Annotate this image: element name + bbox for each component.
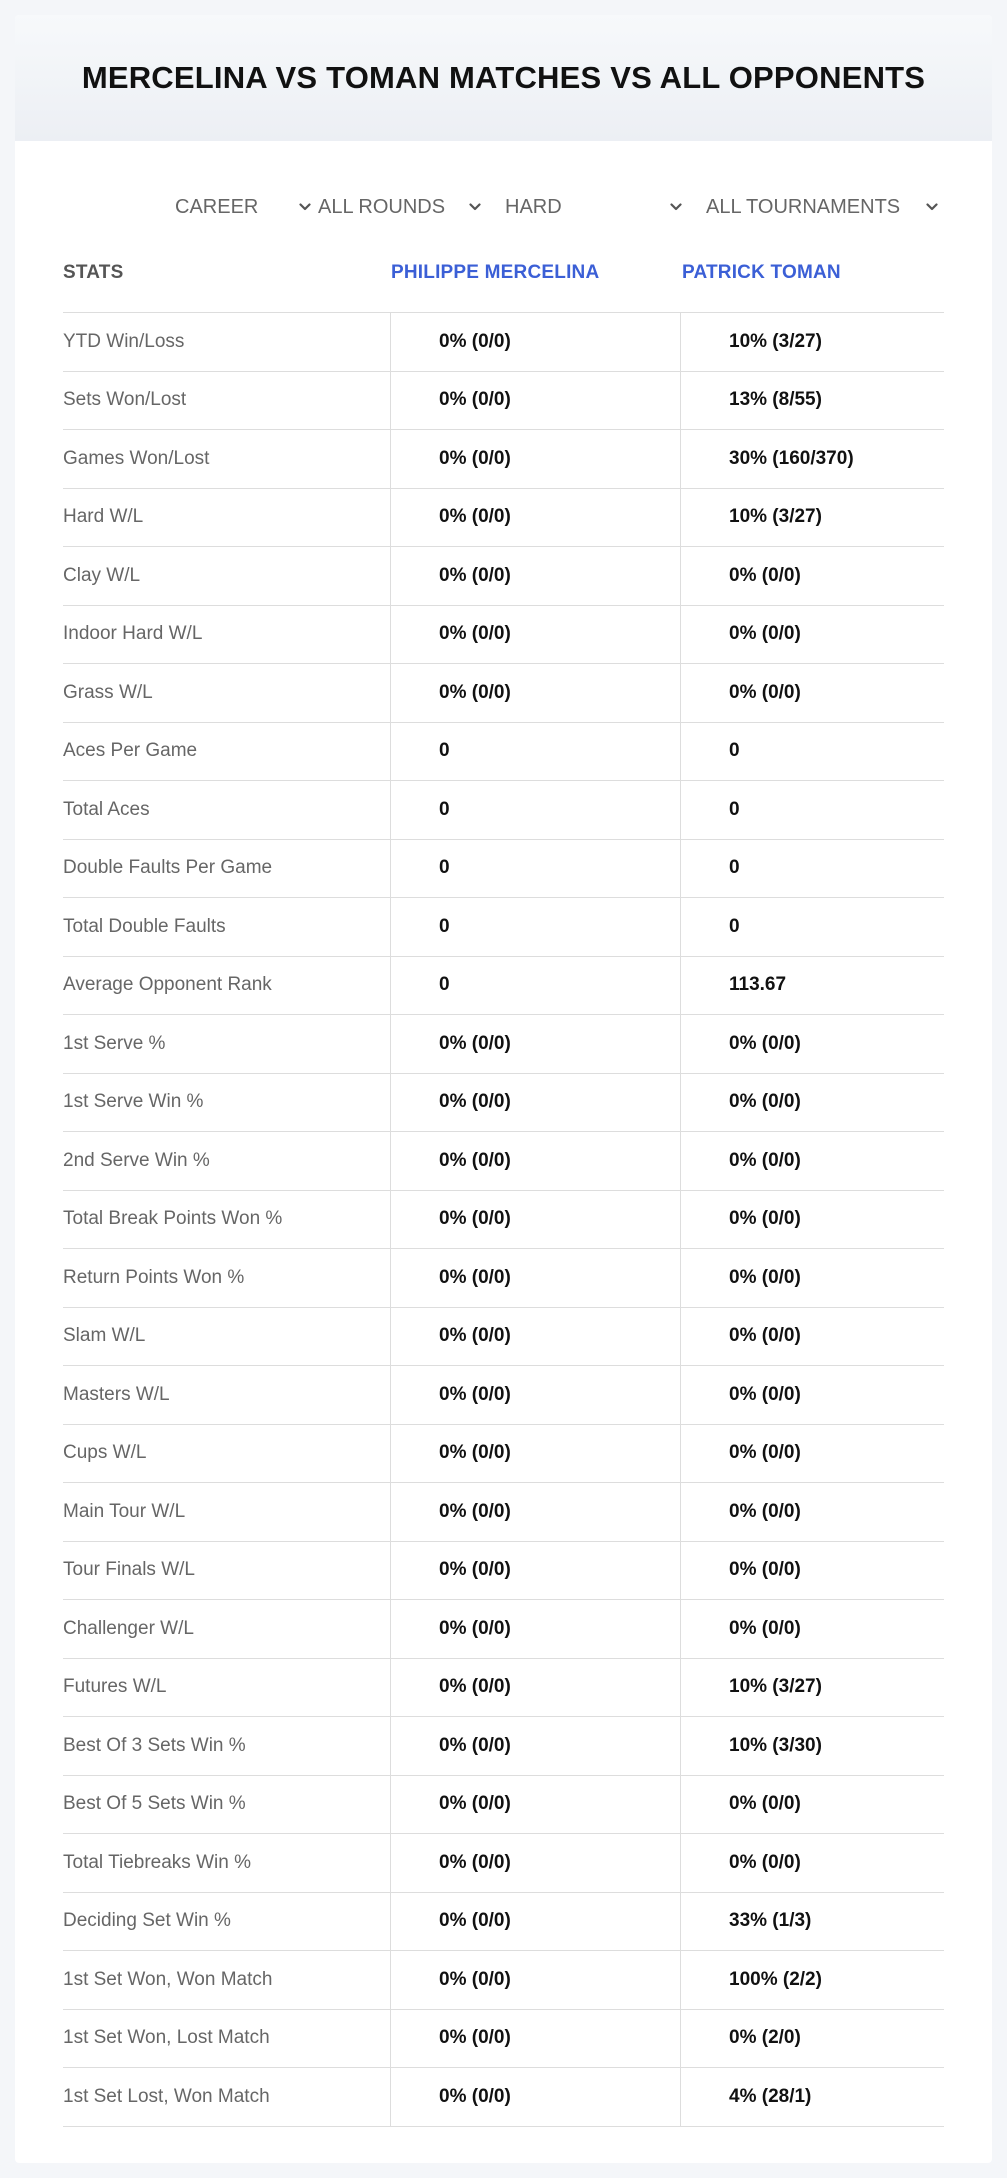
page-title: MERCELINA VS TOMAN MATCHES VS ALL OPPONENTS (81, 60, 926, 95)
player1-value: 0 (390, 957, 680, 1015)
stat-label: 1st Set Lost, Won Match (63, 2085, 270, 2107)
stats-card (15, 15, 992, 2163)
player1-value: 0 (390, 898, 680, 956)
stat-label: Best Of 3 Sets Win % (63, 1734, 246, 1756)
player1-value: 0% (0/0) (390, 1893, 680, 1951)
player1-value: 0% (0/0) (390, 1717, 680, 1775)
player1-value: 0% (0/0) (390, 313, 680, 371)
player2-value: 13% (8/55) (680, 372, 944, 430)
table-row (63, 1249, 944, 1308)
stat-label: Tour Finals W/L (63, 1559, 195, 1581)
player2-value: 0% (0/0) (680, 1132, 944, 1190)
stat-label: Grass W/L (63, 681, 153, 703)
stat-label: Best Of 5 Sets Win % (63, 1793, 246, 1815)
chevron-down-icon (299, 201, 311, 213)
stat-label: Futures W/L (63, 1676, 167, 1698)
filter-bar (15, 187, 992, 227)
table-row (63, 1366, 944, 1425)
player2-value: 0% (0/0) (680, 547, 944, 605)
table-row (63, 781, 944, 840)
player2-value: 10% (3/27) (680, 313, 944, 371)
table-row (63, 1074, 944, 1133)
player2-value: 0% (0/0) (680, 1249, 944, 1307)
table-row (63, 1834, 944, 1893)
table-row (63, 1659, 944, 1718)
player2-value: 0% (0/0) (680, 1074, 944, 1132)
table-row (63, 840, 944, 899)
stat-label: Aces Per Game (63, 740, 198, 762)
table-row (63, 313, 944, 372)
table-header (63, 240, 944, 313)
player1-value: 0 (390, 723, 680, 781)
player2-value: 0 (680, 840, 944, 898)
player2-value: 0% (0/0) (680, 1483, 944, 1541)
table-row (63, 1951, 944, 2010)
surface-select-value: HARD (505, 195, 562, 218)
surface-select[interactable] (505, 187, 682, 227)
table-row (63, 430, 944, 489)
player1-value: 0% (0/0) (390, 1951, 680, 2009)
table-row (63, 372, 944, 431)
table-row (63, 1893, 944, 1952)
player1-value: 0% (0/0) (390, 2068, 680, 2126)
player2-value: 0% (0/0) (680, 1542, 944, 1600)
stat-label: Total Double Faults (63, 915, 226, 937)
stats-table (63, 240, 944, 2127)
player1-value: 0% (0/0) (390, 1483, 680, 1541)
stat-label: Total Break Points Won % (63, 1208, 283, 1230)
stat-label: Main Tour W/L (63, 1500, 186, 1522)
stat-label: 1st Set Won, Won Match (63, 1968, 273, 1990)
player1-value: 0% (0/0) (390, 1425, 680, 1483)
table-row (63, 547, 944, 606)
player2-value: 10% (3/30) (680, 1717, 944, 1775)
player1-value: 0% (0/0) (390, 1308, 680, 1366)
player2-value: 0% (0/0) (680, 1191, 944, 1249)
table-row (63, 1132, 944, 1191)
player1-value: 0% (0/0) (390, 1366, 680, 1424)
player2-value: 0 (680, 723, 944, 781)
stat-label: Deciding Set Win % (63, 1910, 231, 1932)
player1-value: 0% (0/0) (390, 1600, 680, 1658)
chevron-down-icon (926, 201, 938, 213)
stats-column-header: STATS (63, 262, 124, 283)
table-row (63, 1717, 944, 1776)
player2-value: 30% (160/370) (680, 430, 944, 488)
player2-value: 0% (0/0) (680, 1834, 944, 1892)
table-row (63, 2068, 944, 2127)
stat-label: YTD Win/Loss (63, 330, 185, 352)
stat-label: Masters W/L (63, 1383, 170, 1405)
stat-label: Cups W/L (63, 1442, 147, 1464)
player2-value: 100% (2/2) (680, 1951, 944, 2009)
stat-label: Average Opponent Rank (63, 974, 272, 996)
player2-value: 4% (28/1) (680, 2068, 944, 2126)
player1-value: 0% (0/0) (390, 489, 680, 547)
player1-value: 0 (390, 840, 680, 898)
player1-value: 0% (0/0) (390, 372, 680, 430)
table-row (63, 1776, 944, 1835)
stat-label: 2nd Serve Win % (63, 1149, 210, 1171)
player2-value: 0% (0/0) (680, 1425, 944, 1483)
card-header (15, 15, 992, 141)
player2-value: 33% (1/3) (680, 1893, 944, 1951)
stat-label: Indoor Hard W/L (63, 623, 203, 645)
stat-label: 1st Serve Win % (63, 1091, 204, 1113)
player1-value: 0% (0/0) (390, 1542, 680, 1600)
player2-value: 0% (0/0) (680, 664, 944, 722)
player1-value: 0% (0/0) (390, 2010, 680, 2068)
player2-value: 0% (0/0) (680, 1366, 944, 1424)
table-row (63, 2010, 944, 2069)
chevron-down-icon (670, 201, 682, 213)
player1-value: 0% (0/0) (390, 1659, 680, 1717)
player1-value: 0% (0/0) (390, 430, 680, 488)
table-row (63, 898, 944, 957)
table-row (63, 1191, 944, 1250)
player1-value: 0% (0/0) (390, 606, 680, 664)
stat-label: Return Points Won % (63, 1266, 245, 1288)
player2-value: 113.67 (680, 957, 944, 1015)
player1-value: 0% (0/0) (390, 1015, 680, 1073)
player1-value: 0% (0/0) (390, 1834, 680, 1892)
player2-value: 0% (0/0) (680, 1015, 944, 1073)
stat-label: Slam W/L (63, 1325, 146, 1347)
tournaments-select[interactable] (706, 187, 938, 227)
player1-value: 0% (0/0) (390, 1249, 680, 1307)
table-row (63, 1600, 944, 1659)
table-row (63, 1425, 944, 1484)
stat-label: 1st Serve % (63, 1032, 166, 1054)
table-body (63, 313, 944, 2127)
stat-label: Double Faults Per Game (63, 857, 273, 879)
player1-value: 0% (0/0) (390, 1132, 680, 1190)
chevron-down-icon (469, 201, 481, 213)
table-row (63, 1542, 944, 1601)
player2-value: 0% (0/0) (680, 606, 944, 664)
table-row (63, 664, 944, 723)
player2-value: 0 (680, 781, 944, 839)
player2-value: 0% (0/0) (680, 1600, 944, 1658)
stat-label: Total Aces (63, 798, 150, 820)
stat-label: Challenger W/L (63, 1617, 194, 1639)
stat-label: 1st Set Won, Lost Match (63, 2027, 270, 2049)
table-row (63, 723, 944, 782)
stat-label: Hard W/L (63, 506, 144, 528)
player1-value: 0% (0/0) (390, 1776, 680, 1834)
period-select-value: CAREER (175, 195, 259, 218)
table-row (63, 1483, 944, 1542)
period-select[interactable] (175, 187, 311, 227)
player1-value: 0% (0/0) (390, 1191, 680, 1249)
player1-link[interactable]: PHILIPPE MERCELINA (391, 262, 600, 283)
tournaments-select-value: ALL TOURNAMENTS (706, 195, 901, 218)
table-row (63, 606, 944, 665)
stat-label: Games Won/Lost (63, 447, 210, 469)
table-row (63, 489, 944, 548)
player2-value: 0% (0/0) (680, 1776, 944, 1834)
table-row (63, 1308, 944, 1367)
rounds-select-value: ALL ROUNDS (318, 195, 446, 218)
player1-value: 0% (0/0) (390, 1074, 680, 1132)
stat-label: Sets Won/Lost (63, 389, 187, 411)
player2-value: 10% (3/27) (680, 489, 944, 547)
stat-label: Clay W/L (63, 564, 141, 586)
player2-link[interactable]: PATRICK TOMAN (682, 262, 841, 283)
stat-label: Total Tiebreaks Win % (63, 1851, 251, 1873)
rounds-select[interactable] (318, 187, 481, 227)
player1-value: 0% (0/0) (390, 547, 680, 605)
table-row (63, 957, 944, 1016)
player2-value: 0% (0/0) (680, 1308, 944, 1366)
player2-value: 0 (680, 898, 944, 956)
player1-value: 0 (390, 781, 680, 839)
player1-value: 0% (0/0) (390, 664, 680, 722)
player2-value: 0% (2/0) (680, 2010, 944, 2068)
table-row (63, 1015, 944, 1074)
player2-value: 10% (3/27) (680, 1659, 944, 1717)
